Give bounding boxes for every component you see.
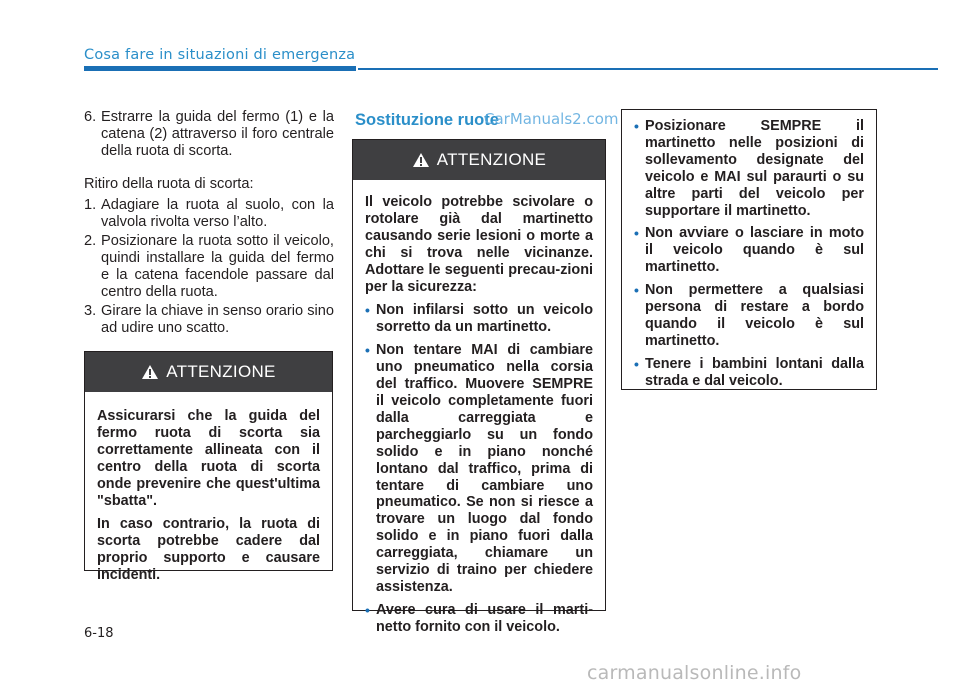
step-text: Estrarre la guida del fermo (1) e la catena (2) attraverso il foro centrale della ruota di scorta. bbox=[101, 109, 334, 159]
step-6 bbox=[84, 109, 334, 160]
warning-heading: ATTENZIONE bbox=[436, 150, 547, 169]
header-rule bbox=[358, 68, 938, 70]
warning-header bbox=[353, 140, 605, 180]
step-number: 6. bbox=[84, 109, 97, 125]
bullet-text: Non permettere a qualsiasi persona di restare a bordo quando il veicolo è sul martinetto. bbox=[645, 282, 864, 349]
warning-triangle-icon bbox=[412, 152, 430, 168]
warning-box-continued bbox=[621, 109, 877, 390]
bullet-text: Non tentare MAI di cambiare uno pneumatico nella corsia del traffico. Muovere SEMPRE il veicolo completamente fuori dalla carreggiata e parcheggiarlo su un fondo solido e in piano nonché lontano dal traffico, prima di tentare di cambiare uno pneumatico. Se non si riesce a trovare un luogo dal fondo solido e in piano fuori dalla carreggiata, chiamare un servizio di traino per chiedere assistenza. bbox=[376, 342, 593, 595]
bullet-text: Non infilarsi sotto un veicolo sorretto da un martinetto. bbox=[376, 302, 593, 336]
section-title: Sostituzione ruote bbox=[355, 111, 499, 129]
warning-box-spare-wheel bbox=[84, 351, 333, 584]
step-number: 3. bbox=[84, 303, 97, 319]
list-item bbox=[84, 303, 334, 337]
bullet-dot-icon: • bbox=[634, 225, 639, 242]
warning-body bbox=[622, 110, 876, 390]
step-number: 1. bbox=[84, 197, 97, 213]
bullet-dot-icon: • bbox=[365, 601, 370, 618]
list-item bbox=[84, 233, 334, 301]
warning-body bbox=[353, 180, 605, 636]
warning-paragraph: Assicurarsi che la guida del fermo ruota di scorta sia correttamente allineata con il centro della ruota di scorta onde prevenire che quest'ultima "sbatta". bbox=[97, 408, 320, 509]
warning-intro: Il veicolo potrebbe scivolare o rotolare già dal martinetto causando serie lesioni o morte a chi si trova nelle vicinanze. Adottare le seguenti precau-zioni per la sicurezza: bbox=[365, 194, 593, 295]
section-header-title: Cosa fare in situazioni di emergenza bbox=[84, 47, 356, 63]
list-item bbox=[365, 342, 593, 596]
bullet-text: Non avviare o lasciare in moto il veicolo quando è sul martinetto. bbox=[645, 225, 864, 276]
bullet-dot-icon: • bbox=[365, 342, 370, 359]
list-item bbox=[634, 282, 864, 350]
warning-box-tire-change bbox=[352, 139, 606, 635]
bullet-dot-icon: • bbox=[634, 282, 639, 299]
footer-watermark: carmanualsonline.info bbox=[587, 662, 802, 684]
retrieval-steps bbox=[84, 197, 334, 337]
warning-header bbox=[85, 352, 332, 392]
warning-triangle-icon bbox=[141, 364, 159, 380]
bullet-dot-icon: • bbox=[634, 118, 639, 134]
column-left bbox=[84, 109, 334, 339]
list-item bbox=[634, 225, 864, 276]
warning-body bbox=[85, 392, 332, 584]
list-item bbox=[84, 197, 334, 231]
list-item bbox=[634, 356, 864, 390]
bullet-text: Tenere i bambini lontani dalla strada e dal veicolo. bbox=[645, 355, 864, 389]
step-number: 2. bbox=[84, 233, 97, 249]
bullet-dot-icon: • bbox=[365, 302, 370, 319]
step-text: Posizionare la ruota sotto il veicolo, quindi installare la guida del fermo e la catena facendole passare dal centro della ruota. bbox=[101, 233, 334, 300]
bullet-text: Posizionare SEMPRE il martinetto nelle posizioni di sollevamento designate del veicolo e MAI sul paraurti o su altre parti del veicolo per supportare il martinetto. bbox=[645, 118, 864, 219]
bullet-text: Avere cura di usare il marti-netto fornito con il veicolo. bbox=[376, 601, 593, 635]
warning-heading: ATTENZIONE bbox=[166, 362, 276, 381]
page-number: 6-18 bbox=[84, 626, 114, 641]
retrieval-heading: Ritiro della ruota di scorta: bbox=[84, 176, 254, 192]
bullet-dot-icon: • bbox=[634, 355, 639, 372]
warning-paragraph: In caso contrario, la ruota di scorta potrebbe cadere dal proprio supporto e causare incidenti. bbox=[97, 516, 320, 584]
step-text: Adagiare la ruota al suolo, con la valvola rivolta verso l’alto. bbox=[101, 197, 334, 230]
list-item bbox=[634, 118, 864, 219]
header-bar-thick bbox=[84, 66, 356, 71]
step-text: Girare la chiave in senso orario sino ad udire uno scatto. bbox=[101, 303, 334, 336]
list-item bbox=[365, 602, 593, 636]
watermark-logo: CarManuals2.com bbox=[484, 110, 619, 128]
list-item bbox=[365, 302, 593, 336]
